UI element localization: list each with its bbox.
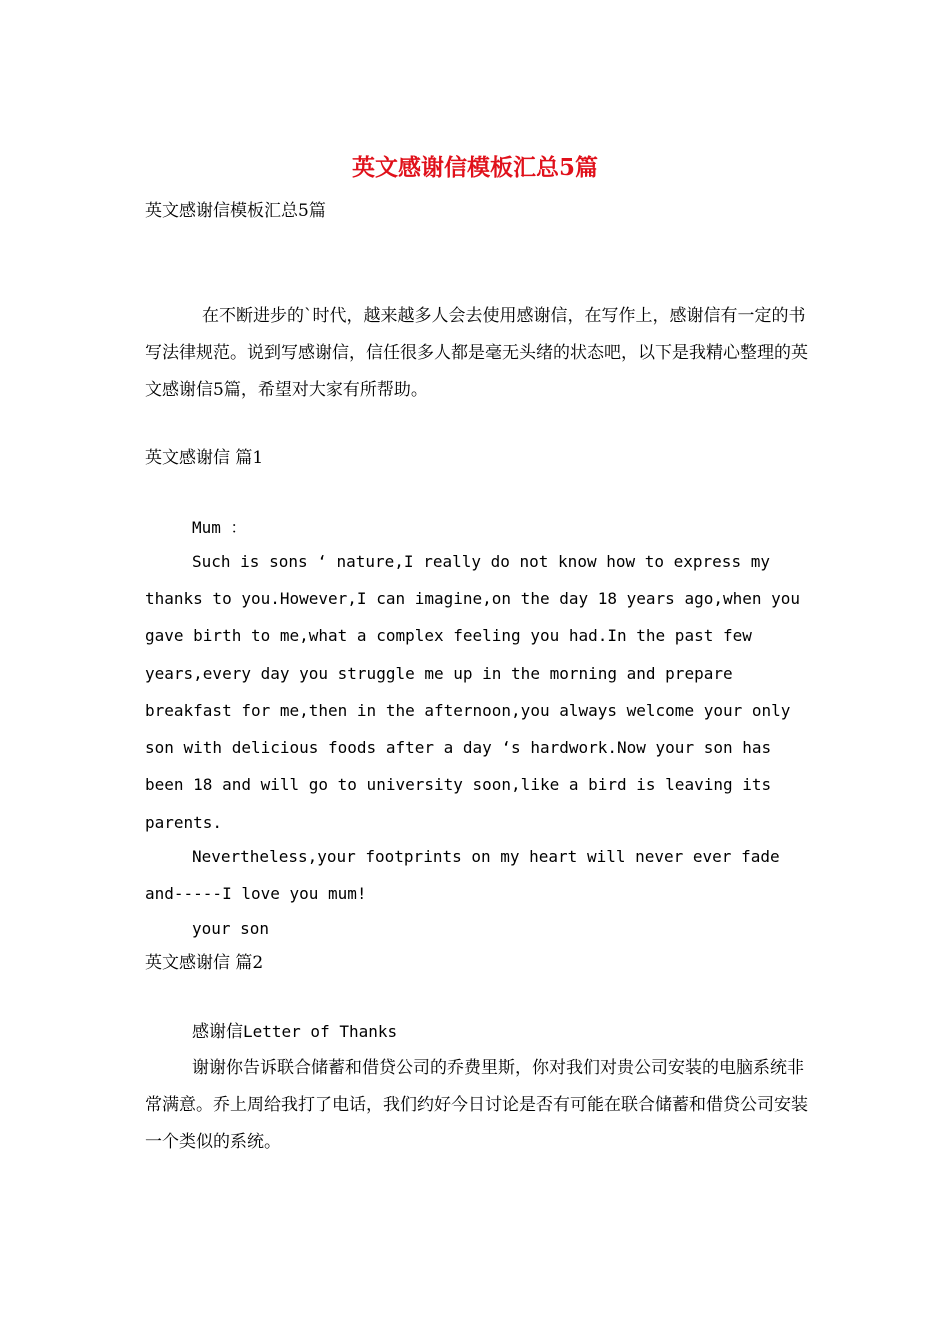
section-1-heading: 英文感谢信 篇1 bbox=[145, 448, 264, 468]
letter-1-line: breakfast for me,then in the afternoon,you always welcome your only bbox=[145, 701, 791, 720]
letter-2-title-cn: 感谢信 bbox=[192, 1022, 243, 1042]
letter-2-title bbox=[192, 1018, 397, 1046]
letter-1-line: Nevertheless,your footprints on my heart will never ever fade bbox=[192, 847, 780, 866]
letter-1-line: and-----I love you mum! bbox=[145, 884, 367, 903]
letter-1-signature: your son bbox=[192, 919, 270, 938]
letter-1-line: Such is sons ‘ nature,I really do not know how to express my bbox=[192, 552, 770, 571]
letter-1-line: parents. bbox=[145, 813, 223, 832]
letter-1-salutation: Mum ： bbox=[192, 518, 247, 537]
letter-1-line: gave birth to me,what a complex feeling you had.In the past few bbox=[145, 626, 752, 645]
letter-2-paragraph: 谢谢你告诉联合储蓄和借贷公司的乔费里斯，你对我们对贵公司安装的电脑系统非常满意。乔上周给我打了电话，我们约好今日讨论是否有可能在联合储蓄和借贷公司安装一个类似的系统。 bbox=[145, 1058, 808, 1152]
letter-1-line: been 18 and will go to university soon,like a bird is leaving its bbox=[145, 775, 772, 794]
section-2-heading: 英文感谢信 篇2 bbox=[145, 953, 264, 973]
intro-paragraph: 在不断进步的`时代，越来越多人会去使用感谢信，在写作上，感谢信有一定的书写法律规范。说到写感谢信，信任很多人都是毫无头绪的状态吧，以下是我精心整理的英文感谢信5篇，希望对大家有所帮助。 bbox=[145, 306, 808, 400]
document-title: 英文感谢信模板汇总5篇 bbox=[351, 154, 598, 181]
document-subtitle: 英文感谢信模板汇总5篇 bbox=[145, 201, 326, 221]
letter-1-line: years,every day you struggle me up in the morning and prepare bbox=[145, 664, 733, 683]
letter-1-line: thanks to you.However,I can imagine,on the day 18 years ago,when you bbox=[145, 589, 801, 608]
letter-1-line: son with delicious foods after a day ‘s hardwork.Now your son has bbox=[145, 738, 772, 757]
letter-2-title-en: Letter of Thanks bbox=[243, 1022, 398, 1041]
